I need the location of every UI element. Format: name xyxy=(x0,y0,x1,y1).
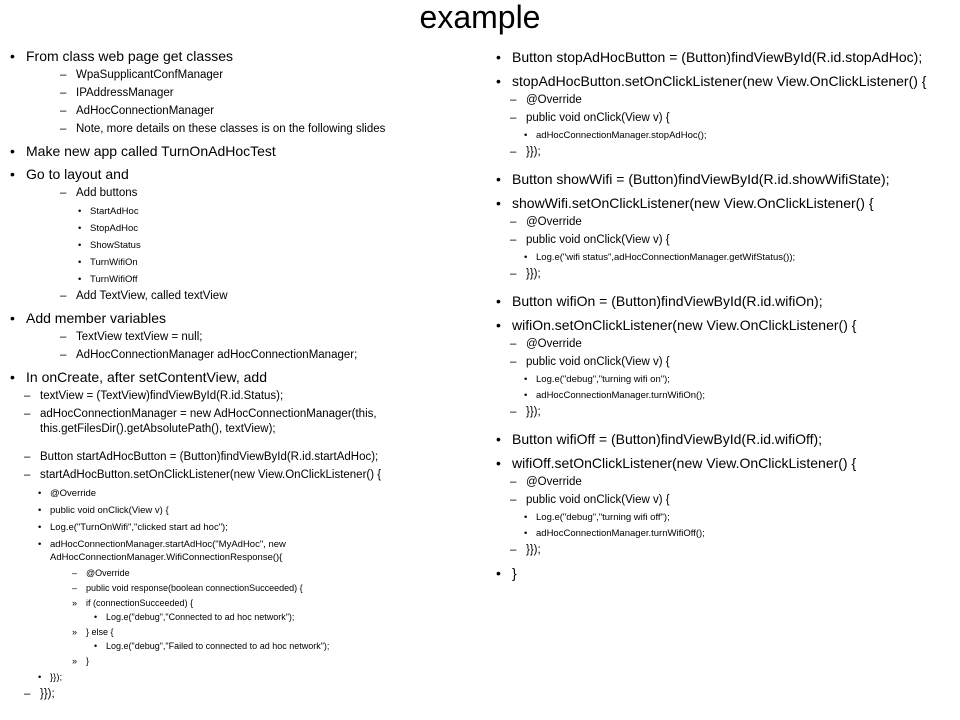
bullet-marker: • xyxy=(524,512,528,523)
bullet-text: textView = (TextView)findViewById(R.id.Status); xyxy=(40,390,284,402)
bullet-line xyxy=(496,493,954,508)
bullet-marker: • xyxy=(496,171,501,187)
bullet-marker: • xyxy=(78,223,82,234)
bullet-text: Go to layout and xyxy=(26,166,129,182)
bullet-text: public void onClick(View v) { xyxy=(526,356,670,368)
bullet-marker: – xyxy=(510,356,517,368)
bullet-marker: • xyxy=(496,455,501,471)
bullet-marker: • xyxy=(496,565,501,581)
bullet-line xyxy=(496,292,954,310)
bullet-text: @Override xyxy=(526,216,582,228)
bullet-text: @Override xyxy=(50,488,97,499)
bullet-line xyxy=(10,687,478,702)
bullet-text: public void onClick(View v) { xyxy=(526,112,670,124)
bullet-marker: • xyxy=(78,206,82,217)
slide-title: example xyxy=(419,0,541,35)
bullet-line xyxy=(496,543,954,558)
bullet-line xyxy=(10,504,478,517)
bullet-marker: • xyxy=(524,374,528,385)
bullet-text: if (connectionSucceeded) { xyxy=(86,598,194,608)
bullet-line xyxy=(10,626,478,638)
bullet-text: Log.e("debug","turning wifi on"); xyxy=(536,374,670,385)
bullet-line xyxy=(496,267,954,282)
bullet-marker: – xyxy=(24,688,31,700)
bullet-marker: – xyxy=(60,349,67,361)
bullet-line xyxy=(10,450,478,465)
bullet-line xyxy=(10,68,478,83)
bullet-line xyxy=(496,145,954,160)
bullet-marker: • xyxy=(496,431,501,447)
bullet-line xyxy=(496,511,954,524)
bullet-line xyxy=(496,337,954,352)
bullet-text: adHocConnectionManager.startAdHoc("MyAdHoc", new AdHocConnectionManager.WifiConnectionResponse(){ xyxy=(50,539,286,563)
bullet-marker: • xyxy=(78,240,82,251)
bullet-marker: • xyxy=(38,488,42,499)
bullet-line xyxy=(10,487,478,500)
bullet-text: Add member variables xyxy=(26,310,167,326)
bullet-marker: • xyxy=(94,641,98,651)
bullet-marker: – xyxy=(510,494,517,506)
bullet-text: } else { xyxy=(86,627,114,637)
bullet-text: showWifi.setOnClickListener(new View.OnClickListener() { xyxy=(512,195,874,211)
bullet-text: ShowStatus xyxy=(90,240,141,251)
bullet-marker: – xyxy=(510,216,517,228)
bullet-text: adHocConnectionManager.turnWifiOff(); xyxy=(536,528,705,539)
bullet-line xyxy=(10,122,478,137)
bullet-text: } xyxy=(86,656,90,666)
bullet-marker: • xyxy=(38,539,42,550)
bullet-marker: – xyxy=(60,69,67,81)
bullet-text: }}); xyxy=(50,672,63,683)
bullet-line xyxy=(10,86,478,101)
bullet-text: WpaSupplicantConfManager xyxy=(76,69,224,81)
bullet-line xyxy=(496,389,954,402)
bullet-text: AdHocConnectionManager adHocConnectionManager; xyxy=(76,349,358,361)
bullet-line xyxy=(496,373,954,386)
bullet-line xyxy=(496,430,954,448)
bullet-text: public void onClick(View v) { xyxy=(526,494,670,506)
bullet-text: @Override xyxy=(526,338,582,350)
bullet-line xyxy=(496,251,954,264)
bullet-marker: • xyxy=(94,612,98,622)
bullet-text: Button wifiOff = (Button)findViewById(R.id.wifiOff); xyxy=(512,431,823,447)
bullet-line xyxy=(10,142,478,160)
bullet-line xyxy=(496,316,954,334)
bullet-marker: • xyxy=(10,310,15,326)
bullet-text: Log.e("wifi status",adHocConnectionManager.getWifStatus()); xyxy=(536,252,796,263)
bullet-line xyxy=(496,454,954,472)
bullet-marker: » xyxy=(72,598,78,608)
bullet-text: AdHocConnectionManager xyxy=(76,105,215,117)
bullet-line xyxy=(496,405,954,420)
bullet-line xyxy=(10,165,478,183)
bullet-text: }}); xyxy=(526,406,541,418)
bullet-line xyxy=(10,597,478,609)
bullet-line xyxy=(496,233,954,248)
bullet-line xyxy=(10,611,478,623)
bullet-line xyxy=(496,72,954,90)
bullet-marker: – xyxy=(510,476,517,488)
bullet-text: IPAddressManager xyxy=(76,87,174,99)
bullet-text: TextView textView = null; xyxy=(76,331,203,343)
right-column xyxy=(496,42,954,582)
bullet-line xyxy=(10,348,478,363)
bullet-line xyxy=(10,567,478,579)
bullet-marker: • xyxy=(524,390,528,401)
bullet-line xyxy=(496,48,954,66)
bullet-text: stopAdHocButton.setOnClickListener(new View.OnClickListener() { xyxy=(512,73,927,89)
bullet-text: public void onClick(View v) { xyxy=(50,505,169,516)
bullet-text: Button stopAdHocButton = (Button)findViewById(R.id.stopAdHoc); xyxy=(512,49,923,65)
bullet-marker: – xyxy=(60,187,67,199)
bullet-marker: • xyxy=(38,505,42,516)
bullet-marker: – xyxy=(60,123,67,135)
bullet-line xyxy=(10,239,478,252)
bullet-line xyxy=(10,47,478,65)
left-column xyxy=(10,42,478,702)
bullet-marker: – xyxy=(510,234,517,246)
bullet-line xyxy=(496,527,954,540)
bullet-line xyxy=(496,93,954,108)
bullet-line xyxy=(10,671,478,684)
bullet-text: Log.e("debug","Connected to ad hoc network"); xyxy=(106,612,295,622)
bullet-line xyxy=(10,468,478,483)
bullet-marker: • xyxy=(524,130,528,141)
bullet-text: TurnWifiOff xyxy=(90,274,138,285)
bullet-line xyxy=(10,289,478,304)
bullet-text: Note, more details on these classes is on the following slides xyxy=(76,123,386,135)
bullet-text: Button startAdHocButton = (Button)findViewById(R.id.startAdHoc); xyxy=(40,451,379,463)
bullet-text: }}); xyxy=(526,146,541,158)
bullet-marker: – xyxy=(60,331,67,343)
bullet-marker: • xyxy=(10,369,15,385)
bullet-line xyxy=(496,475,954,490)
bullet-text: wifiOff.setOnClickListener(new View.OnClickListener() { xyxy=(512,455,857,471)
bullet-line xyxy=(10,104,478,119)
bullet-text: adHocConnectionManager.turnWifiOn(); xyxy=(536,390,705,401)
bullet-text: Log.e("debug","Failed to connected to ad hoc network"); xyxy=(106,641,330,651)
bullet-text: Button wifiOn = (Button)findViewById(R.id.wifiOn); xyxy=(512,293,823,309)
bullet-text: public void onClick(View v) { xyxy=(526,234,670,246)
bullet-text: }}); xyxy=(526,268,541,280)
bullet-marker: – xyxy=(510,112,517,124)
bullet-marker: • xyxy=(38,522,42,533)
bullet-marker: – xyxy=(60,290,67,302)
bullet-line xyxy=(10,309,478,327)
bullet-marker: – xyxy=(24,469,31,481)
bullet-line xyxy=(496,111,954,126)
bullet-marker: • xyxy=(10,48,15,64)
bullet-marker: » xyxy=(72,627,78,637)
bullet-marker: » xyxy=(72,656,78,666)
bullet-text: @Override xyxy=(526,94,582,106)
bullet-marker: • xyxy=(524,528,528,539)
bullet-line xyxy=(10,389,478,404)
bullet-marker: • xyxy=(10,143,15,159)
bullet-marker: – xyxy=(510,406,517,418)
bullet-text: StartAdHoc xyxy=(90,206,139,217)
bullet-text: Make new app called TurnOnAdHocTest xyxy=(26,143,276,159)
bullet-marker: • xyxy=(496,195,501,211)
bullet-marker: – xyxy=(510,268,517,280)
bullet-text: }}); xyxy=(40,688,55,700)
bullet-marker: • xyxy=(496,73,501,89)
bullet-marker: – xyxy=(510,338,517,350)
bullet-line xyxy=(10,538,478,564)
bullet-marker: – xyxy=(24,390,31,402)
bullet-text: TurnWifiOn xyxy=(90,257,138,268)
bullet-text: startAdHocButton.setOnClickListener(new View.OnClickListener() { xyxy=(40,469,382,481)
bullet-marker: • xyxy=(496,293,501,309)
bullet-text: }}); xyxy=(526,544,541,556)
bullet-marker: – xyxy=(72,583,78,593)
bullet-line xyxy=(10,521,478,534)
bullet-line xyxy=(496,194,954,212)
bullet-line xyxy=(10,640,478,652)
bullet-line xyxy=(10,330,478,345)
bullet-marker: • xyxy=(524,252,528,263)
bullet-marker: • xyxy=(496,49,501,65)
bullet-marker: – xyxy=(60,87,67,99)
bullet-line xyxy=(10,368,478,386)
bullet-text: Add buttons xyxy=(76,187,138,199)
bullet-text: Log.e("debug","turning wifi off"); xyxy=(536,512,670,523)
bullet-line xyxy=(10,222,478,235)
bullet-marker: – xyxy=(510,146,517,158)
bullet-line xyxy=(10,407,478,437)
bullet-text: From class web page get classes xyxy=(26,48,233,64)
bullet-line xyxy=(10,582,478,594)
bullet-text: @Override xyxy=(526,476,582,488)
bullet-text: Button showWifi = (Button)findViewById(R.id.showWifiState); xyxy=(512,171,890,187)
bullet-text: public void response(boolean connectionSucceeded) { xyxy=(86,583,303,593)
bullet-marker: • xyxy=(496,317,501,333)
bullet-marker: • xyxy=(38,672,42,683)
bullet-line xyxy=(496,564,954,582)
bullet-marker: • xyxy=(78,274,82,285)
bullet-text: Add TextView, called textView xyxy=(76,290,228,302)
bullet-marker: – xyxy=(24,408,31,420)
bullet-line xyxy=(496,355,954,370)
bullet-text: In onCreate, after setContentView, add xyxy=(26,369,268,385)
bullet-text: StopAdHoc xyxy=(90,223,139,234)
bullet-marker: – xyxy=(60,105,67,117)
bullet-marker: – xyxy=(510,544,517,556)
bullet-marker: – xyxy=(510,94,517,106)
bullet-text: @Override xyxy=(86,568,130,578)
bullet-text: Log.e("TurnOnWifi","clicked start ad hoc"); xyxy=(50,522,228,533)
bullet-line xyxy=(10,273,478,286)
bullet-line xyxy=(496,170,954,188)
bullet-marker: • xyxy=(78,257,82,268)
bullet-text: } xyxy=(512,565,517,581)
bullet-text: wifiOn.setOnClickListener(new View.OnClickListener() { xyxy=(512,317,857,333)
bullet-line xyxy=(10,256,478,269)
bullet-line xyxy=(496,129,954,142)
bullet-line xyxy=(10,205,478,218)
bullet-line xyxy=(496,215,954,230)
bullet-text: adHocConnectionManager = new AdHocConnectionManager(this, this.getFilesDir().getAbsolutePath(), textView); xyxy=(40,408,377,435)
bullet-line xyxy=(10,655,478,667)
bullet-line xyxy=(10,186,478,201)
bullet-text: adHocConnectionManager.stopAdHoc(); xyxy=(536,130,707,141)
bullet-marker: – xyxy=(72,568,78,578)
bullet-marker: – xyxy=(24,451,31,463)
bullet-marker: • xyxy=(10,166,15,182)
